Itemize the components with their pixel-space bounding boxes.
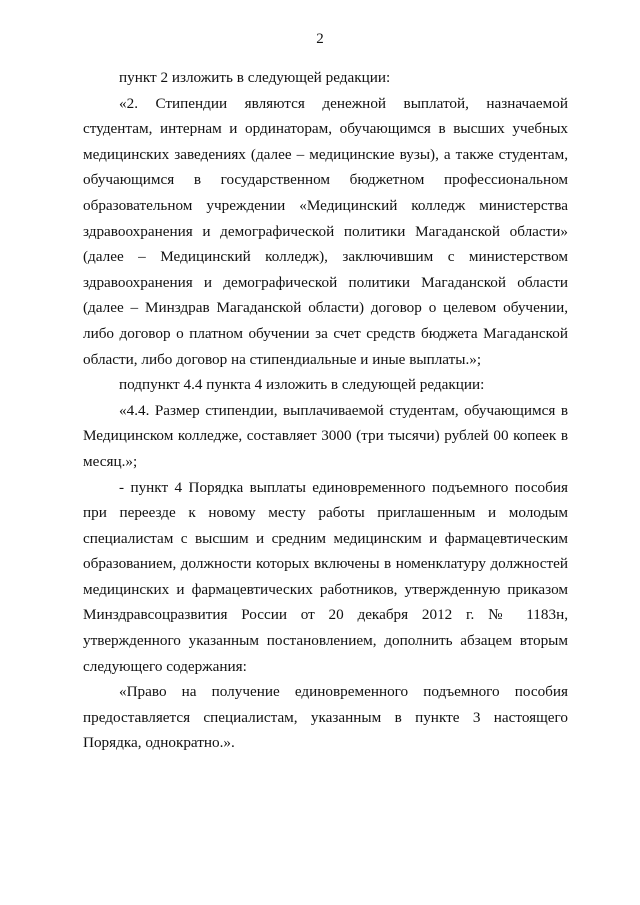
paragraph-amend-subpoint-4-4: подпункт 4.4 пункта 4 изложить в следующей редакции: (119, 376, 485, 394)
paragraph-one-time-right: «Право на получение единовременного подъемного пособия предоставляется специалистам, указанным в пункте 3 настоящего Порядка, однократно.». (83, 683, 568, 752)
page-number: 2 (316, 31, 324, 47)
paragraph-relocation-allowance-procedure: - пункт 4 Порядка выплаты единовременного подъемного пособия при переезде к новому месту работы приглашенным и молодым специалистам с высшим и средним медицинским и фармацевтическим образованием, должности которых включены в номенклатуру должностей медицинских и фармацевтических работников, утвержденную приказом Минздравсоцразвития России от 20 декабря 2012 г. № 1183н, утвержденного указанным постановлением, дополнить абзацем вторым следующего содержания: (83, 478, 568, 675)
document-body (83, 65, 568, 756)
paragraph-scholarship-amount: «4.4. Размер стипендии, выплачиваемой студентам, обучающимся в Медицинском колледже, составляет 3000 (три тысячи) рублей 00 копеек в месяц.»; (83, 401, 568, 470)
paragraph-scholarship-definition: «2. Стипендии являются денежной выплатой, назначаемой студентам, интернам и ординаторам, обучающимся в высших учебных медицинских заведениях (далее – медицинские вузы), а также студентам, обучающимся в государственном бюджетном профессиональном образовательном учреждении «Медицинский колледж министерства здравоохранения и демографической политики Магаданской области» (далее – Медицинский колледж), заключившим с министерством здравоохранения и демографической политики Магаданской области (далее – Минздрав Магаданской области) договор о целевом обучении, либо договор о платном обучении за счет средств бюджета Магаданской области, либо договор на стипендиальные и иные выплаты.»; (83, 94, 568, 368)
paragraph-amend-point-2: пункт 2 изложить в следующей редакции: (119, 69, 391, 86)
